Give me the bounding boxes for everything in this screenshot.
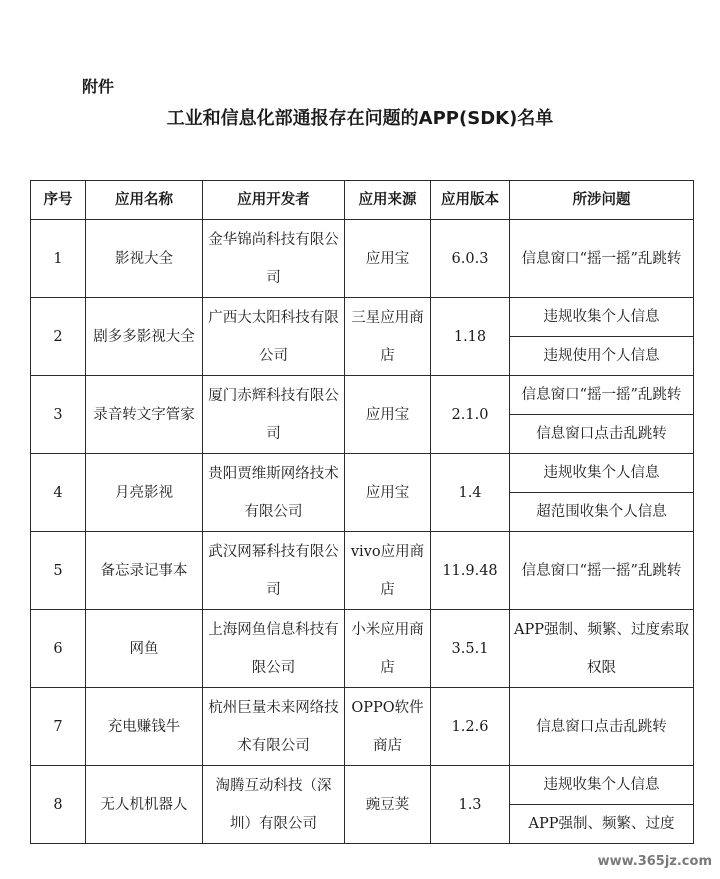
table-row <box>31 532 694 610</box>
cell-developer: 金华锦尚科技有限公司 <box>203 220 345 298</box>
cell-source: 应用宝 <box>345 376 431 454</box>
cell-name: 月亮影视 <box>86 454 203 532</box>
cell-developer: 贵阳贾维斯网络技术有限公司 <box>203 454 345 532</box>
cell-issue: 违规收集个人信息 <box>510 766 694 805</box>
cell-no: 5 <box>31 532 86 610</box>
cell-source: 小米应用商店 <box>345 610 431 688</box>
cell-no: 2 <box>31 298 86 376</box>
table-row <box>31 688 694 766</box>
cell-issue: 信息窗口“摇一摇”乱跳转 <box>510 376 694 415</box>
table-row <box>31 220 694 298</box>
cell-developer: 广西大太阳科技有限公司 <box>203 298 345 376</box>
col-header-issues: 所涉问题 <box>510 181 694 220</box>
cell-version: 11.9.48 <box>431 532 510 610</box>
table-row <box>31 766 694 805</box>
cell-source: 应用宝 <box>345 454 431 532</box>
col-header-version: 应用版本 <box>431 181 510 220</box>
cell-source: 豌豆荚 <box>345 766 431 844</box>
cell-version: 3.5.1 <box>431 610 510 688</box>
cell-issue: 信息窗口点击乱跳转 <box>510 688 694 766</box>
cell-name: 网鱼 <box>86 610 203 688</box>
col-header-name: 应用名称 <box>86 181 203 220</box>
cell-version: 1.2.6 <box>431 688 510 766</box>
cell-version: 2.1.0 <box>431 376 510 454</box>
cell-version: 1.18 <box>431 298 510 376</box>
cell-source: 应用宝 <box>345 220 431 298</box>
cell-issue: 信息窗口点击乱跳转 <box>510 415 694 454</box>
col-header-developer: 应用开发者 <box>203 181 345 220</box>
cell-name: 备忘录记事本 <box>86 532 203 610</box>
cell-issue: 违规收集个人信息 <box>510 454 694 493</box>
cell-name: 剧多多影视大全 <box>86 298 203 376</box>
attachment-label: 附件 <box>82 77 115 96</box>
table-row <box>31 298 694 337</box>
cell-issue: 违规使用个人信息 <box>510 337 694 376</box>
col-header-source: 应用来源 <box>345 181 431 220</box>
cell-developer: 厦门赤辉科技有限公司 <box>203 376 345 454</box>
cell-version: 6.0.3 <box>431 220 510 298</box>
cell-source: 三星应用商店 <box>345 298 431 376</box>
cell-no: 4 <box>31 454 86 532</box>
cell-issue: 超范围收集个人信息 <box>510 493 694 532</box>
col-header-no: 序号 <box>31 181 86 220</box>
table-row <box>31 454 694 493</box>
cell-no: 6 <box>31 610 86 688</box>
cell-name: 充电赚钱牛 <box>86 688 203 766</box>
cell-name: 录音转文字管家 <box>86 376 203 454</box>
cell-issue: APP强制、频繁、过度索取权限 <box>510 610 694 688</box>
cell-developer: 武汉网幂科技有限公司 <box>203 532 345 610</box>
cell-issue: APP强制、频繁、过度 <box>510 805 694 844</box>
cell-issue: 信息窗口“摇一摇”乱跳转 <box>510 220 694 298</box>
cell-developer: 杭州巨量未来网络技术有限公司 <box>203 688 345 766</box>
cell-name: 影视大全 <box>86 220 203 298</box>
cell-no: 7 <box>31 688 86 766</box>
cell-name: 无人机机器人 <box>86 766 203 844</box>
watermark: www.365jz.com <box>597 854 712 869</box>
cell-issue: 违规收集个人信息 <box>510 298 694 337</box>
app-list-table <box>30 180 694 844</box>
cell-no: 3 <box>31 376 86 454</box>
cell-no: 1 <box>31 220 86 298</box>
cell-developer: 上海网鱼信息科技有限公司 <box>203 610 345 688</box>
cell-version: 1.3 <box>431 766 510 844</box>
cell-version: 1.4 <box>431 454 510 532</box>
cell-source: vivo应用商店 <box>345 532 431 610</box>
cell-source: OPPO软件商店 <box>345 688 431 766</box>
table-row <box>31 376 694 415</box>
document-title: 工业和信息化部通报存在问题的APP(SDK)名单 <box>166 108 554 129</box>
cell-issue: 信息窗口“摇一摇”乱跳转 <box>510 532 694 610</box>
cell-developer: 淘腾互动科技（深圳）有限公司 <box>203 766 345 844</box>
table-row <box>31 610 694 688</box>
table-header-row <box>31 181 694 220</box>
cell-no: 8 <box>31 766 86 844</box>
